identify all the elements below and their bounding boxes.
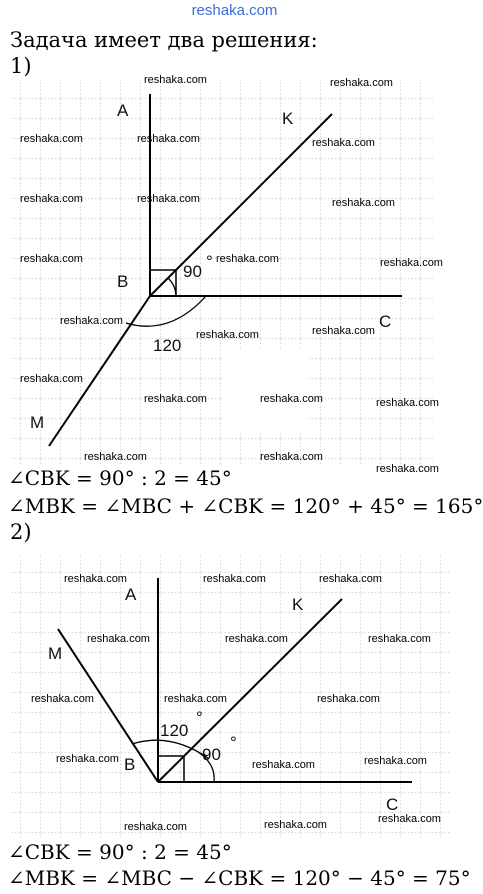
angle-degree-sign: ° bbox=[230, 733, 237, 752]
watermark: reshaka.com bbox=[330, 77, 393, 89]
point-label-m: M bbox=[48, 644, 63, 663]
figure-solution2 bbox=[0, 552, 469, 840]
site-header-link[interactable]: reshaka.com bbox=[191, 2, 278, 19]
point-label-k: K bbox=[292, 595, 304, 614]
angle-label-90: 90 bbox=[202, 745, 221, 764]
watermark: reshaka.com bbox=[124, 821, 187, 833]
point-label-c: C bbox=[379, 312, 392, 331]
watermark: reshaka.com bbox=[60, 315, 123, 327]
watermark: reshaka.com bbox=[20, 133, 83, 145]
watermark: reshaka.com bbox=[164, 693, 227, 705]
watermark: reshaka.com bbox=[312, 325, 375, 337]
watermark: reshaka.com bbox=[319, 573, 382, 585]
watermark: reshaka.com bbox=[260, 451, 323, 463]
solution2-equation-mbk: ∠MBK = ∠MBC − ∠CBK = 120° − 45° = 75° bbox=[8, 866, 471, 890]
watermark: reshaka.com bbox=[364, 755, 427, 767]
watermark: reshaka.com bbox=[84, 451, 147, 463]
watermark: reshaka.com bbox=[20, 253, 83, 265]
watermark: reshaka.com bbox=[252, 759, 315, 771]
point-label-m: M bbox=[30, 413, 45, 432]
watermark: reshaka.com bbox=[378, 813, 441, 825]
watermark: reshaka.com bbox=[380, 257, 443, 269]
watermark: reshaka.com bbox=[137, 133, 200, 145]
point-label-a: A bbox=[125, 585, 137, 604]
point-label-k: K bbox=[282, 109, 294, 128]
watermark: reshaka.com bbox=[376, 397, 439, 409]
watermark: reshaka.com bbox=[20, 193, 83, 205]
solution1-equation-cbk: ∠CBK = 90° : 2 = 45° bbox=[8, 466, 232, 490]
watermark: reshaka.com bbox=[144, 74, 207, 86]
watermark: reshaka.com bbox=[225, 633, 288, 645]
watermark: reshaka.com bbox=[196, 329, 259, 341]
solution1-number: 1) bbox=[10, 54, 32, 78]
point-label-c: C bbox=[386, 795, 399, 814]
grid-gap bbox=[222, 350, 306, 432]
point-label-b: B bbox=[117, 272, 129, 291]
intro-text: Задача имеет два решения: bbox=[10, 28, 318, 52]
watermark: reshaka.com bbox=[203, 573, 266, 585]
figure-solution1 bbox=[0, 74, 469, 475]
watermark: reshaka.com bbox=[332, 197, 395, 209]
watermark: reshaka.com bbox=[317, 693, 380, 705]
angle-degree-sign: ° bbox=[206, 252, 213, 271]
angle-label-90: 90 bbox=[183, 262, 202, 281]
angle-label-120: 120 bbox=[153, 336, 182, 355]
watermark: reshaka.com bbox=[56, 753, 119, 765]
watermark: reshaka.com bbox=[260, 393, 323, 405]
angle-degree-sign: ° bbox=[196, 708, 203, 727]
watermark: reshaka.com bbox=[376, 463, 439, 475]
point-label-b: B bbox=[124, 755, 136, 774]
watermark: reshaka.com bbox=[31, 693, 94, 705]
watermark: reshaka.com bbox=[312, 137, 375, 149]
watermark: reshaka.com bbox=[137, 193, 200, 205]
watermark: reshaka.com bbox=[368, 633, 431, 645]
watermark: reshaka.com bbox=[216, 253, 279, 265]
watermark: reshaka.com bbox=[20, 373, 83, 385]
solution2-equation-cbk: ∠CBK = 90° : 2 = 45° bbox=[8, 840, 232, 864]
watermark: reshaka.com bbox=[144, 393, 207, 405]
watermark: reshaka.com bbox=[87, 633, 150, 645]
solution1-equation-mbk: ∠MBK = ∠MBC + ∠CBK = 120° + 45° = 165° bbox=[8, 494, 483, 518]
watermark: reshaka.com bbox=[264, 819, 327, 831]
angle-label-120: 120 bbox=[160, 721, 189, 740]
solution2-number: 2) bbox=[10, 520, 32, 544]
point-label-a: A bbox=[117, 101, 129, 120]
watermark: reshaka.com bbox=[64, 573, 127, 585]
